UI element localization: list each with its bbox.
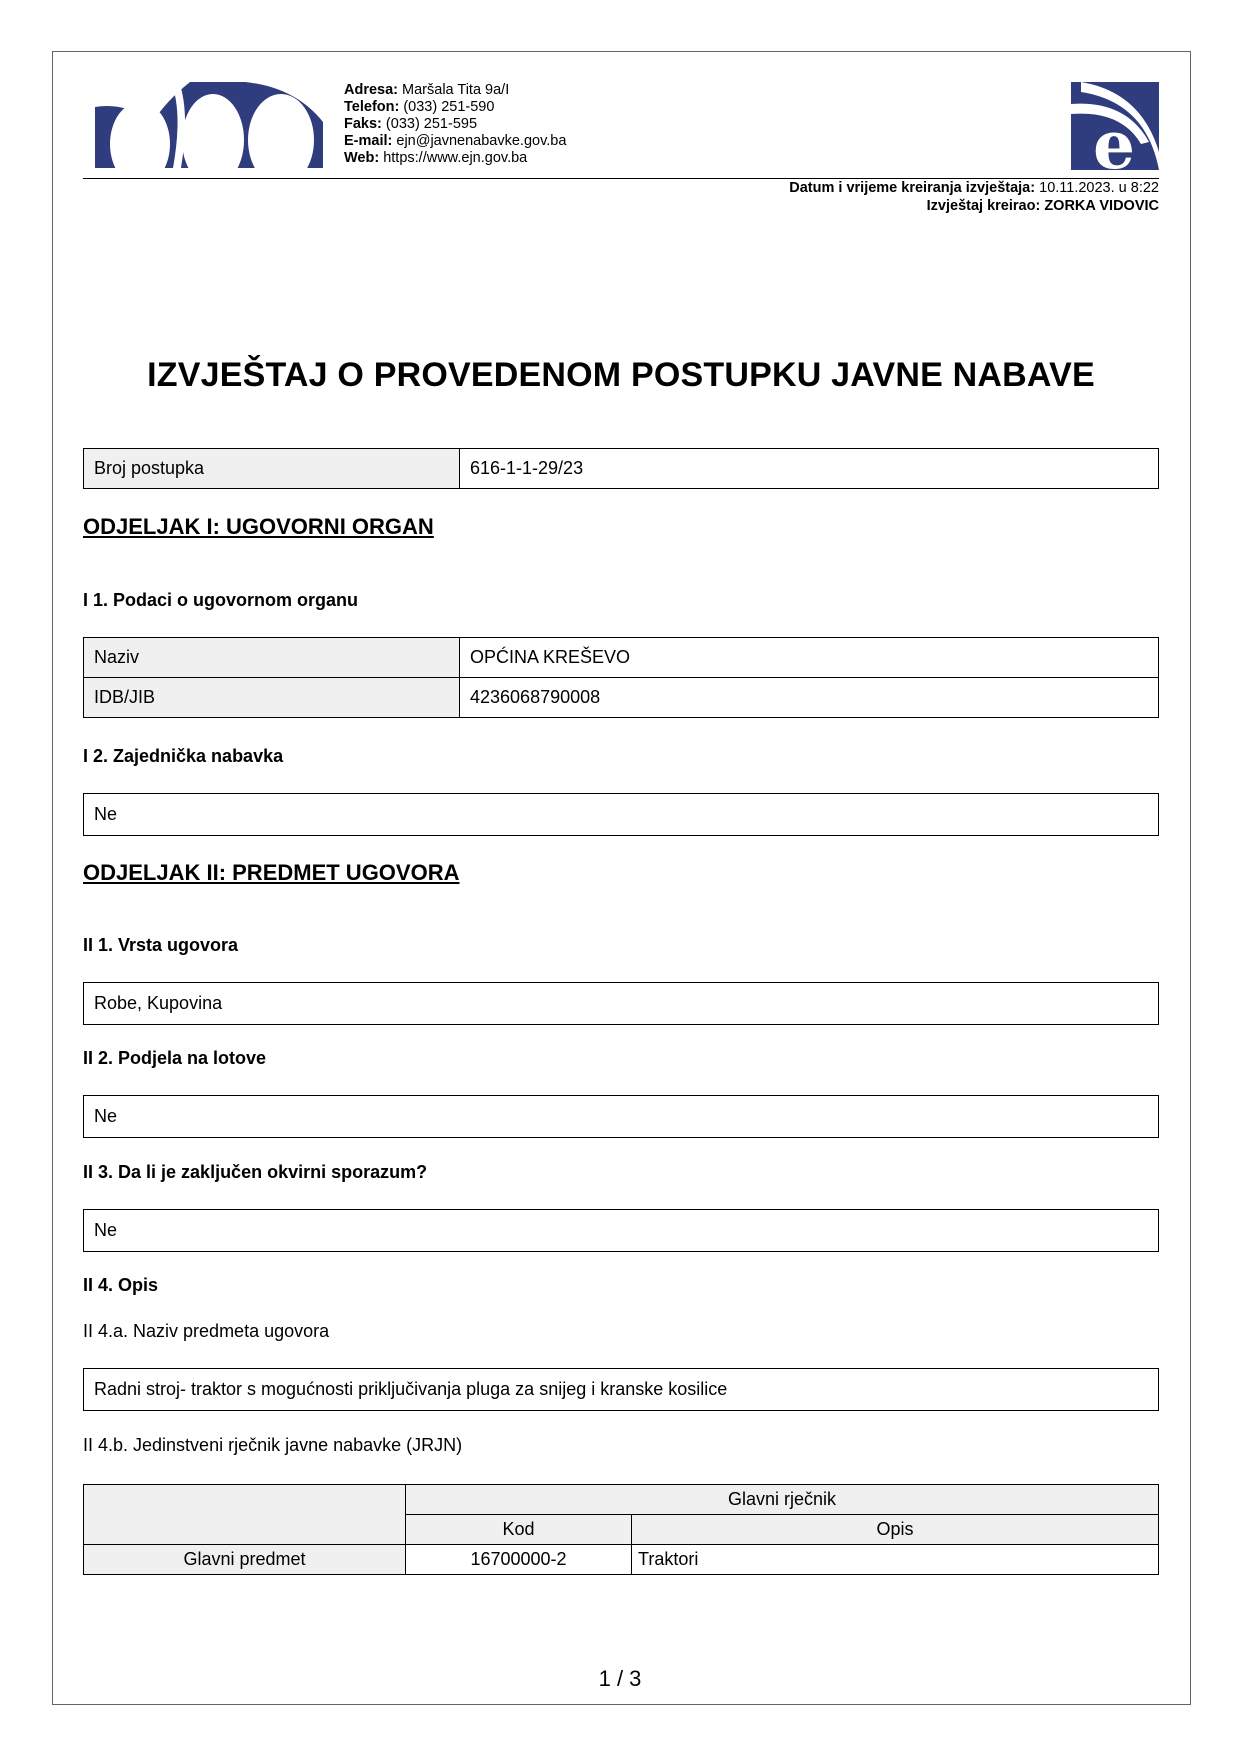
web-link[interactable]: https://www.ejn.gov.ba <box>383 150 528 166</box>
jrjn-table <box>83 1484 1159 1575</box>
jrjn-empty-corner <box>84 1485 406 1545</box>
ii2-heading: II 2. Podjela na lotove <box>83 1048 267 1068</box>
id-label: IDB/JIB <box>84 678 460 718</box>
phone-value: (033) 251-590 <box>403 99 495 115</box>
report-meta <box>789 179 1159 215</box>
page-number: 1 / 3 <box>598 1666 642 1691</box>
author-label: Izvještaj kreirao: <box>926 198 1041 214</box>
jrjn-col-desc: Opis <box>632 1515 1159 1545</box>
table-row <box>84 638 1159 678</box>
fax-label: Faks: <box>344 116 382 132</box>
jrjn-col-code: Kod <box>406 1515 632 1545</box>
name-label: Naziv <box>84 638 460 678</box>
procedure-label: Broj postupka <box>84 449 460 489</box>
ii2-value: Ne <box>83 1095 1159 1138</box>
procedure-value: 616-1-1-29/23 <box>460 449 1159 489</box>
ejn-logo-left <box>95 82 323 168</box>
ii3-value: Ne <box>83 1209 1159 1252</box>
created-label: Datum i vrijeme kreiranja izvještaja: <box>789 180 1036 196</box>
ii4a-label: II 4.a. Naziv predmeta ugovora <box>83 1321 330 1341</box>
web-label: Web: <box>344 150 380 166</box>
ii3-heading: II 3. Da li je zaključen okvirni sporazum? <box>83 1162 428 1182</box>
ii4a-value: Radni stroj- traktor s mogućnosti priključivanja pluga za snijeg i kranske kosilice <box>83 1368 1159 1411</box>
contact-block <box>344 82 566 167</box>
fax-value: (033) 251-595 <box>385 116 478 132</box>
svg-text:e: e <box>1093 106 1135 170</box>
jrjn-row-label: Glavni predmet <box>84 1545 406 1575</box>
ii1-value: Robe, Kupovina <box>83 982 1159 1025</box>
ii4b-label: II 4.b. Jedinstveni rječnik javne nabavke (JRJN) <box>83 1435 463 1455</box>
name-value: OPĆINA KREŠEVO <box>460 638 1159 678</box>
i2-heading: I 2. Zajednička nabavka <box>83 746 284 766</box>
section-2-heading: ODJELJAK II: PREDMET UGOVORA <box>83 860 460 885</box>
address-label: Adresa: <box>344 82 398 98</box>
procedure-row <box>84 449 1159 489</box>
procedure-table <box>83 448 1159 489</box>
i2-value: Ne <box>83 793 1159 836</box>
table-row <box>84 678 1159 718</box>
ejn-logo-right <box>1071 82 1159 170</box>
phone-label: Telefon: <box>344 99 400 115</box>
authority-table <box>83 637 1159 718</box>
jrjn-row-code: 16700000-2 <box>406 1545 632 1575</box>
section-1-heading: ODJELJAK I: UGOVORNI ORGAN <box>83 514 434 539</box>
created-value: 10.11.2023. u 8:22 <box>1039 180 1159 196</box>
jrjn-row-desc: Traktori <box>632 1545 1159 1575</box>
address-value: Maršala Tita 9a/I <box>402 82 510 98</box>
ii4-heading: II 4. Opis <box>83 1275 159 1295</box>
jrjn-group-header: Glavni rječnik <box>406 1485 1159 1515</box>
author-value: ZORKA VIDOVIC <box>1044 198 1159 214</box>
ii1-heading: II 1. Vrsta ugovora <box>83 935 239 955</box>
table-row <box>84 1485 1159 1515</box>
email-label: E-mail: <box>344 133 393 149</box>
i1-heading: I 1. Podaci o ugovornom organu <box>83 590 359 610</box>
id-value: 4236068790008 <box>460 678 1159 718</box>
email-link[interactable]: ejn@javnenabavke.gov.ba <box>396 133 567 149</box>
table-row <box>84 1545 1159 1575</box>
document-title: IZVJEŠTAJ O PROVEDENOM POSTUPKU JAVNE NABAVE <box>147 356 1095 394</box>
